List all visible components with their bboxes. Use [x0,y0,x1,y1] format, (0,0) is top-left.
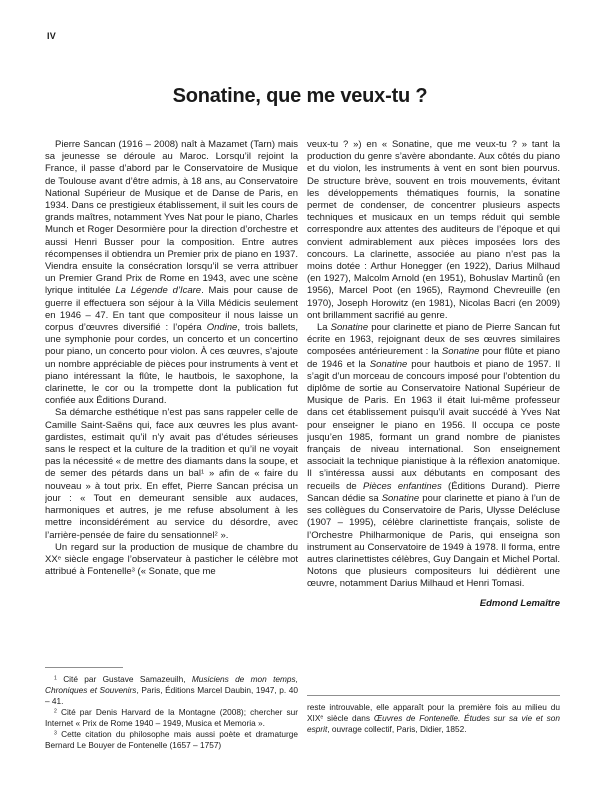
paragraph: Sa démarche esthétique n’est pas sans rappeler celle de Camille Saint-Saëns qui, face aux œuvres les plus avant-gardistes, estimait qu’il n’y avait pas d’études sérieuses sans le respect et la culture de la tradition et qu’il ne voyait pas la nécessité « de mettre des diamants dans la soupe, et de semer des pétards dans un bal$^1$ » afin de « faire du nouveau » à tout prix. En effet, Pierre Sancan précisa un jour : « Tout en demeurant sensible aux audaces, harmoniques et autres, je me refuse absolument à les mettre inconsidérément au service du désordre, avec l’arrière-pensée de faire du sensationnel$^2$ ». [45,407,298,541]
footnote-continuation-block [307,695,560,735]
footnote-continuation: reste introuvable, elle apparaît pour la première fois au milieu du XIXe siècle dans Œuvres de Fontenelle. Études sur sa vie et son esprit, ouvrage collectif, Paris, Didier, 1852. [307,702,560,734]
page-title: Sonatine, que me veux-tu ? [172,85,428,107]
page-number: IV [47,31,57,41]
author-signature: Edmond Lemaître [479,597,560,609]
footnote: $^1$ Cité par Gustave Samazeuilh, Musiciens de mon temps, Chroniques et Souvenirs, Paris, Éditions Marcel Daubin, 1947, p. 40 – 41. [45,674,298,706]
paragraph: Pierre Sancan (1916 – 2008) naît à Mazamet (Tarn) mais sa jeunesse se déroule au Maroc. Lorsqu’il rejoint la France, il passe d’abord par le Conservatoire de Musique de Toulouse avant d’être admis, à 18 ans, au Conservatoire National Supérieur de Musique et de Danse de Paris, en 1934. Dans ce prestigieux établissement, il suit les cours de grands maîtres, notamment Yves Nat pour le piano, Charles Munch et Roger Desormière pour la direction d’orchestre et aussi Henri Busser pour la composition. Entre autres récompenses il obtiendra un Premier prix de piano en 1937. Viendra ensuite la consécration lorsqu’il se verra attribuer un Premier Grand Prix de Rome en 1943, avec une scène lyrique intitulée La Légende d’Icare. Mais pour cause de guerre il effectuera son séjour à la Villa Médicis seulement en 1946 – 47. En tant que compositeur il nous laisse un corpus d’œuvres diversifié : l’opéra Ondine, trois ballets, une symphonie pour cordes, un concerto et un concertino pour piano, un concerto pour violon. À ces œuvres, s’ajoute un nombre appréciable de pièces pour instruments à vent et piano intéressant la flûte, le hautbois, le saxophone, la clarinette, le cor ou la trompette dont la publication fut confiée aux Éditions Durand. [45,139,298,407]
footnote: $^2$ Cité par Denis Harvard de la Montagne (2008); chercher sur Internet « Prix de Rome 1940 – 1949, Musica et Memoria ». [45,707,298,728]
paragraph: Un regard sur la production de musique de chambre du XXe siècle engage l’observateur à pasticher le célèbre mot attribué à Fontenelle$^3$ (« Sonate, que me [45,541,298,578]
left-column [45,139,298,751]
paragraph: veux-tu ? ») en « Sonatine, que me veux-tu ? » tant la production du genre s’avère abondante. Aux côtés du piano et du violon, les instruments à vent en sont bien pourvus. De structure brève, souvent en trois mouvements, évitant les développements thématiques fournis, la sonatine permet de condenser, de concentrer plusieurs aspects techniques et musicaux en un temps réduit qui semble correspondre aux attentes des auditeurs de l’époque et qui convient admirablement aux pièces imposées lors des concours. La clarinette, associée au piano n’est pas la moins dotée : Arthur Honegger (en 1922), Darius Milhaud (en 1927), Malcolm Arnold (en 1951), Bohuslav Martinů (en 1956), Marcel Poot (en 1965), Raymond Chevreuille (en 1970), Joseph Horowitz (en 1981), Nicolas Bacri (en 2009) ont brillamment sacrifié au genre. [307,139,560,321]
footnotes-block [45,667,298,751]
paragraph: La Sonatine pour clarinette et piano de Pierre Sancan fut écrite en 1963, rejoignant deux de ses œuvres similaires composées antérieurement : la Sonatine pour flûte et piano de 1946 et la Sonatine pour hautbois et piano de 1957. Il s’agit d’un morceau de concours imposé pour l’obtention du diplôme de sortie au Conservatoire National Supérieur de Musique de Paris. En 1963 il était lui-même professeur dans cet établissement puisqu’il avait succédé à Yves Nat pour enseigner le piano en 1956. Il occupa ce poste jusqu’en 1985, formant un grand nombre de pianistes français de niveau international. Son enseignement associait la technique pianistique à la réflexion anatomique. Il s’intéressa aussi aux débutants en composant des recueils de Pièces enfantines (Éditions Durand). Pierre Sancan dédie sa Sonatine pour clarinette et piano à l’un de ses collègues du Conservatoire de Paris, Ulysse Delécluse (1907 – 1995), célèbre clarinettiste français, soliste de l’Orchestre Philharmonique de Paris, qui enseigna son instrument au Conservatoire de 1949 à 1978. Il forma, entre autres clarinettistes célèbres, Guy Dangain et Michel Portal. Notons que plusieurs compositeurs lui dédièrent une œuvre, notamment Darius Milhaud et Henri Tomasi. [307,322,560,590]
footnote: $^3$ Cette citation du philosophe mais aussi poète et dramaturge Bernard Le Bouyer de Fontenelle (1657 – 1757) [45,729,298,750]
right-column [307,139,560,751]
two-column-layout [45,139,560,751]
footnote-continuation-rule [307,695,560,696]
footnote-separator-rule [45,667,123,668]
